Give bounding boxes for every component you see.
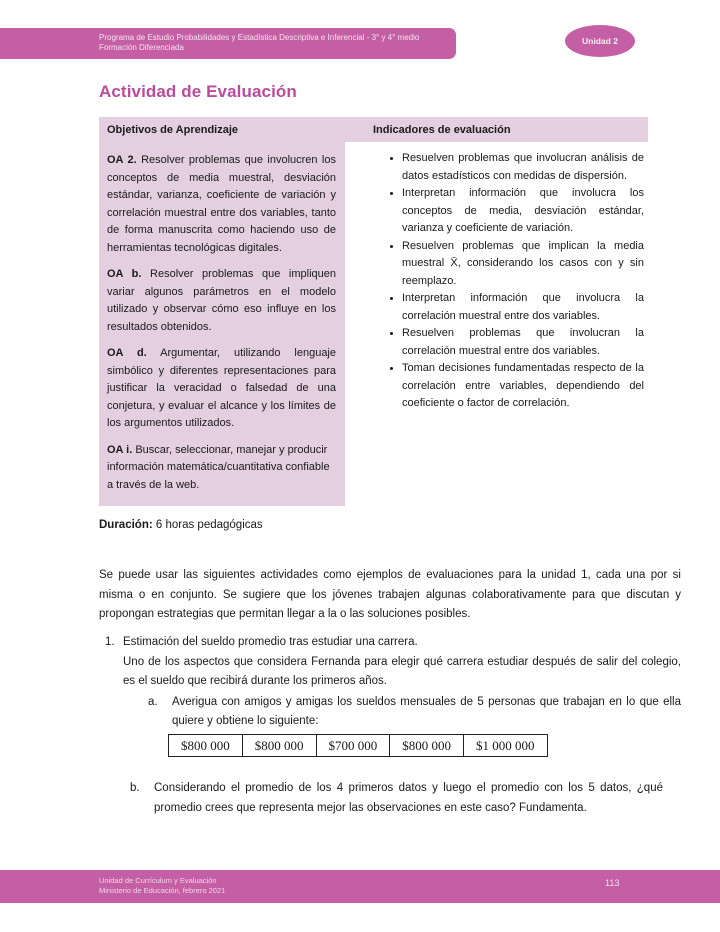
page-number: 113	[605, 878, 620, 888]
salary-row	[169, 735, 548, 757]
footer-credits	[99, 876, 225, 896]
oa-indicators-table	[99, 117, 648, 506]
indicator-item: • Interpretan información que involucra los conceptos de media, desviación estándar, varianza y coeficiente de variación.	[402, 185, 648, 238]
salary-table	[168, 734, 548, 757]
intro-paragraph: Se puede usar las siguientes actividades como ejemplos de evaluaciones para la unidad 1, cada una por si misma o en conjunto. Se sugiere que los jóvenes trabajen algunas colaborativamente para que discutan y propongan estrategias que permitan llegar a la o las soluciones posibles.	[99, 569, 681, 620]
sub-item-a-text: Averigua con amigos y amigas los sueldos mensuales de 5 personas que trabajan en lo que ella quiere y obtiene lo siguiente:	[172, 695, 681, 727]
indicator-item: • Interpretan información que involucra la correlación muestral entre dos variables.	[402, 290, 648, 325]
objective-oab: OA b. Resolver problemas que impliquen variar algunos parámetros en el modelo utilizado y observar cómo eso influye en los resultados obtenidos.	[107, 268, 336, 333]
header-program-bar	[0, 28, 456, 59]
unit-badge	[565, 25, 635, 57]
column-gap	[345, 142, 356, 506]
oa-table-header-row	[99, 117, 648, 142]
objective-oa2: OA 2. Resolver problemas que involucren los conceptos de media muestral, desviación estándar, varianza, coeficiente de variación y correlación muestral entre dos variables, tanto de forma manuscrita como haciendo uso de herramientas tecnológicas digitales.	[107, 154, 336, 254]
objective-oad: OA d. Argumentar, utilizando lenguaje simbólico y diferentes representaciones para justificar la veracidad o falsedad de una conjetura, y evaluar el alcance y los límites de los argumentos utilizados.	[107, 347, 336, 429]
footer-bar	[0, 870, 720, 903]
indicators-list	[356, 150, 648, 413]
duration-line	[99, 519, 263, 531]
item-number: 1.	[105, 636, 115, 648]
indicator-item: • Resuelven problemas que involucran análisis de datos estadísticos con medidas de dispersión.	[402, 150, 648, 185]
item-title: Estimación del sueldo promedio tras estudiar una carrera.	[123, 636, 418, 648]
objectives-column-header: Objetivos de Aprendizaje	[107, 124, 239, 136]
item-body: Uno de los aspectos que considera Fernanda para elegir qué carrera estudiar después de salir del colegio, es el sueldo que recibirá durante los primeros años.	[123, 655, 681, 687]
header-program-line2: Formación Diferenciada	[99, 43, 184, 52]
salary-cell: $700 000	[316, 735, 390, 757]
indicator-item: • Resuelven problemas que involucran la correlación muestral entre dos variables.	[402, 325, 648, 360]
page-title: Actividad de Evaluación	[99, 82, 297, 101]
unit-badge-label: Unidad 2	[582, 36, 618, 46]
objectives-cell	[99, 142, 345, 506]
sub-item-b	[130, 779, 681, 818]
salary-cell: $800 000	[390, 735, 464, 757]
indicators-cell	[356, 142, 648, 506]
sub-item-a-label: a.	[148, 695, 158, 708]
indicator-item: • Toman decisiones fundamentadas respecto de la correlación entre variables, dependiendo del coeficiente o factor de correlación.	[402, 360, 648, 413]
duration-label: Duración:	[99, 519, 153, 531]
footer-line2: Ministerio de Educación, febrero 2021	[99, 886, 226, 895]
sub-item-b-text: Considerando el promedio de los 4 primeros datos y luego el promedio con los 5 datos, ¿qué promedio crees que representa mejor las observaciones en este caso? Fundamenta.	[154, 782, 663, 814]
duration-value: 6 horas pedagógicas	[155, 519, 263, 531]
activity-item-1	[105, 633, 681, 732]
indicators-column-header: Indicadores de evaluación	[373, 124, 511, 136]
salary-cell: $1 000 000	[464, 735, 548, 757]
objective-oai: OA i. Buscar, seleccionar, manejar y producir información matemática/cuantitativa confiable a través de la web.	[107, 443, 330, 491]
footer-line1: Unidad de Currículum y Evaluación	[99, 876, 217, 885]
sub-item-b-label: b.	[130, 782, 140, 794]
salary-cell: $800 000	[242, 735, 316, 757]
salary-cell: $800 000	[169, 735, 243, 757]
indicator-item: • Resuelven problemas que implican la media muestral X̄, considerando los casos con y sin reemplazo.	[402, 238, 648, 291]
header-program-line1: Programa de Estudio Probabilidades y Estadística Descriptiva e Inferencial - 3° y 4° medio	[99, 32, 420, 42]
